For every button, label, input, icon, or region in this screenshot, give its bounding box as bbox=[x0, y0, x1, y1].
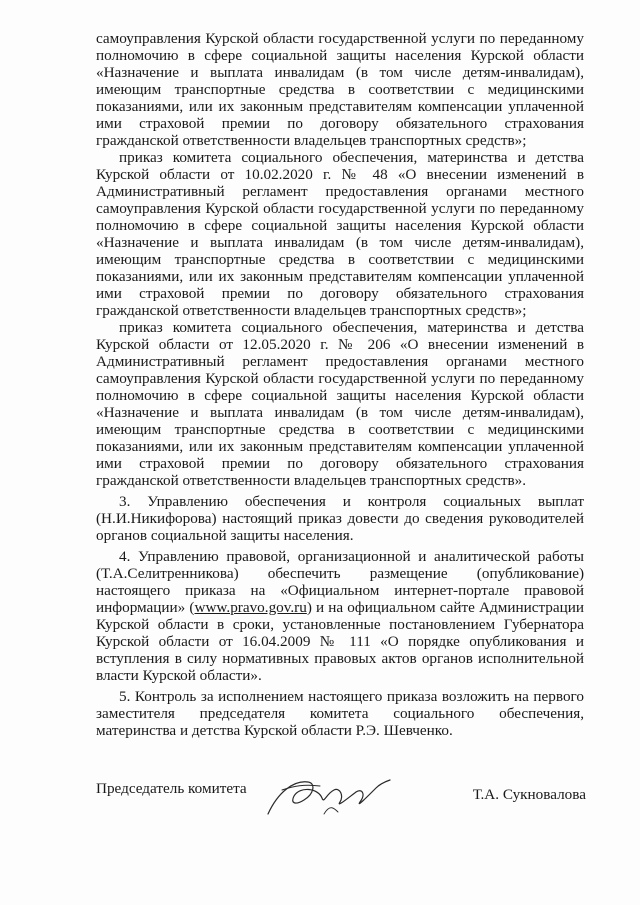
handwritten-signature bbox=[264, 774, 394, 822]
signatory-name: Т.А. Сукновалова bbox=[472, 786, 586, 803]
paragraph-order-206: приказ комитета социального обеспечения, материнства и детства Курской области от 12.05.2020 г. № 206 «О внесении изменений в Административный регламент предоставления органами местного самоуправления Курской области государственной услуги по переданному полномочию в сфере социальной защиты населения Курской области «Назначение и выплата инвалидам (в том числе детям-инвалидам), имеющим транспортные средства в соответствии с медицинскими показаниями, или их законным представителям компенсации уплаченной ими страховой премии по договору обязательного страхования гражданской ответственности владельцев транспортных средств». bbox=[96, 319, 584, 489]
paragraph-item-3: 3. Управлению обеспечения и контроля социальных выплат (Н.И.Никифорова) настоящий приказ довести до сведения руководителей органов социальной защиты населения. bbox=[96, 493, 584, 544]
signatory-role: Председатель комитета bbox=[96, 780, 247, 797]
paragraph-continuation: самоуправления Курской области государственной услуги по переданному полномочию в сфере социальной защиты населения Курской области «Назначение и выплата инвалидам (в том числе детям-инвалидам), имеющим транспортные средства в соответствии с медицинскими показаниями, или их законным представителям компенсации уплаченной ими страховой премии по договору обязательного страхования гражданской ответственности владельцев транспортных средств»; bbox=[96, 30, 584, 149]
paragraph-order-48: приказ комитета социального обеспечения, материнства и детства Курской области от 10.02.2020 г. № 48 «О внесении изменений в Административный регламент предоставления органами местного самоуправления Курской области государственной услуги по переданному полномочию в сфере социальной защиты населения Курской области «Назначение и выплата инвалидам (в том числе детям-инвалидам), имеющим транспортные средства в соответствии с медицинскими показаниями, или их законным представителям компенсации уплаченной ими страховой премии по договору обязательного страхования гражданской ответственности владельцев транспортных средств»; bbox=[96, 149, 584, 319]
portal-link[interactable]: www.pravo.gov.ru bbox=[194, 599, 307, 616]
signature-block bbox=[96, 774, 586, 824]
paragraph-item-5: 5. Контроль за исполнением настоящего приказа возложить на первого заместителя председателя комитета социального обеспечения, материнства и детства Курской области Р.Э. Шевченко. bbox=[96, 688, 584, 739]
paragraph-item-4: 4. Управлению правовой, организационной и аналитической работы (Т.А.Селитренникова) обеспечить размещение (опубликование) настоящего приказа на «Официальном интернет-портале правовой информации» (www.pravo.gov.ru) и на официальном сайте Администрации Курской области в сроки, установленные постановлением Губернатора Курской области от 16.04.2009 № 111 «О порядке опубликования и вступления в силу нормативных правовых актов органов исполнительной власти Курской области». bbox=[96, 548, 584, 684]
document-body bbox=[96, 30, 584, 739]
